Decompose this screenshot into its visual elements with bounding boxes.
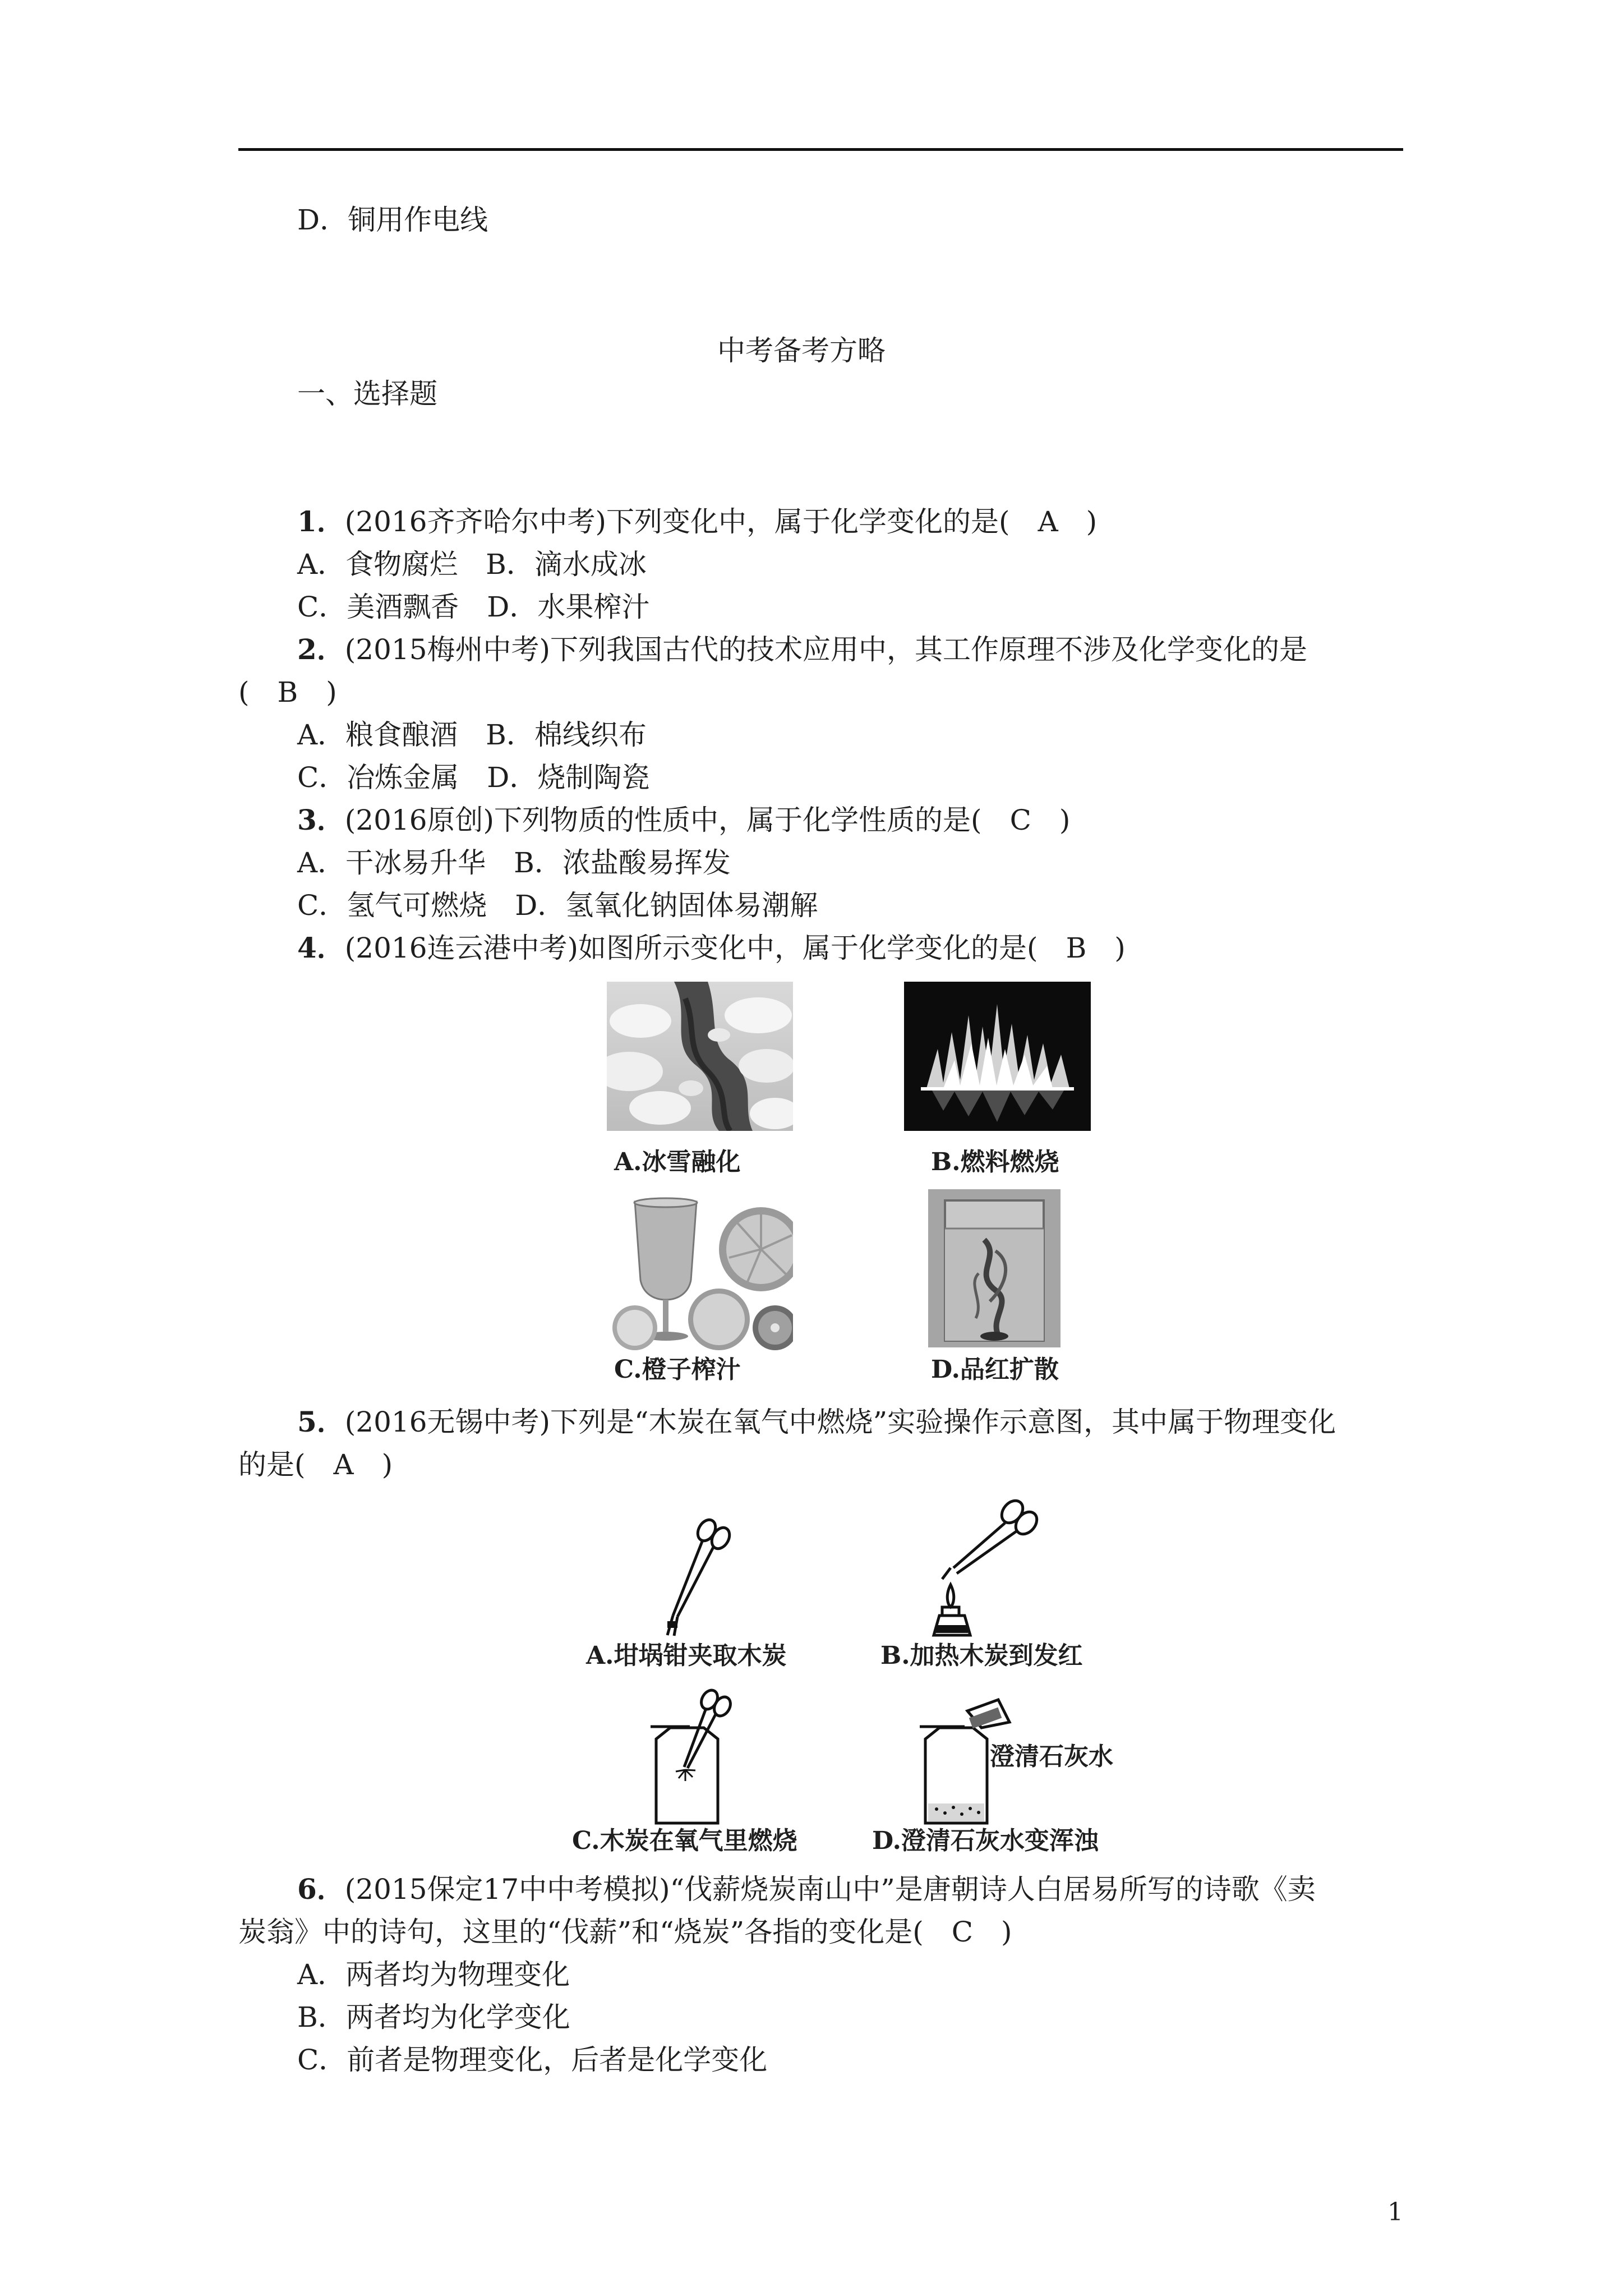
question-6-option-a: A．两者均为物理变化 [297,1958,570,1991]
question-1-options-ab: A．食物腐烂 B．滴水成冰 [297,548,647,581]
question-6-option-c: C．前者是物理变化，后者是化学变化 [297,2044,768,2076]
question-1-options-cd: C．美酒飘香 D．水果榨汁 [297,591,650,623]
question-3 [297,803,1070,837]
section-title: 中考备考方略 [717,334,886,367]
question-3-options-cd: C．氢气可燃烧 D．氢氧化钠固体易潮解 [297,889,818,922]
question-2-options-cd: C．冶炼金属 D．烧制陶瓷 [297,761,650,794]
question-stem: (2015梅州中考)下列我国古代的技术应用中，其工作原理不涉及化学变化的是 [344,633,1308,666]
question-stem: (2016无锡中考)下列是“木炭在氧气中燃烧”实验操作示意图，其中属于物理变化 [344,1406,1336,1438]
question-6-stem-cont: 炭翁》中的诗句，这里的“伐薪”和“烧炭”各指的变化是( C ) [238,1916,1012,1948]
question-2-options-ab: A．粮食酿酒 B．棉线织布 [297,719,647,751]
question-stem: (2015保定17中中考模拟)“伐薪烧炭南山中”是唐朝诗人白居易所写的诗歌《卖 [344,1873,1316,1906]
question-stem: (2016齐齐哈尔中考)下列变化中，属于化学变化的是( A ) [344,505,1098,538]
question-stem: (2016连云港中考)如图所示变化中，属于化学变化的是( B ) [344,932,1126,964]
question-3-options-ab: A．干冰易升华 B．浓盐酸易挥发 [297,846,731,879]
photo-dye-diffusion [928,1189,1061,1347]
question-6-option-b: B．两者均为化学变化 [297,2001,570,2033]
part-heading: 一、选择题 [297,378,437,410]
question-number: 2． [297,633,345,666]
photo-fuel-burning [904,982,1091,1131]
question-number: 1． [297,505,345,538]
caption-5a: A.坩埚钳夹取木炭 [586,1641,787,1670]
caption-5b: B.加热木炭到发红 [880,1641,1083,1670]
prev-option-d: D．铜用作电线 [297,204,488,236]
question-number: 5． [297,1405,345,1438]
diagram-charcoal-burning-oxygen [645,1688,746,1829]
question-1 [297,505,1097,539]
question-number: 3． [297,803,345,836]
question-4 [297,931,1126,965]
caption-4b: B.燃料燃烧 [931,1148,1059,1176]
caption-4a: A.冰雪融化 [614,1148,741,1176]
caption-4c: C.橙子榨汁 [614,1355,741,1384]
question-number: 4． [297,931,345,964]
photo-ice-snow-melting [607,982,793,1131]
question-2-stem-cont: ( B ) [238,676,337,708]
page-number: 1 [1387,2198,1403,2226]
diagram-heating-charcoal [920,1495,1043,1644]
header-rule [238,148,1403,151]
question-2 [297,633,1307,666]
caption-5d: D.澄清石灰水变浑浊 [872,1826,1099,1855]
label-limewater: 澄清石灰水 [990,1742,1113,1771]
caption-5c: C.木炭在氧气里燃烧 [572,1826,797,1855]
diagram-tongs-pick-charcoal [645,1509,740,1644]
question-5-stem-cont: 的是( A ) [238,1448,393,1481]
question-5 [297,1405,1336,1439]
question-6 [297,1872,1316,1906]
question-stem: (2016原创)下列物质的性质中，属于化学性质的是( C ) [344,804,1071,836]
question-number: 6． [297,1872,345,1906]
caption-4d: D.品红扩散 [931,1355,1059,1384]
photo-orange-juice [612,1196,793,1352]
